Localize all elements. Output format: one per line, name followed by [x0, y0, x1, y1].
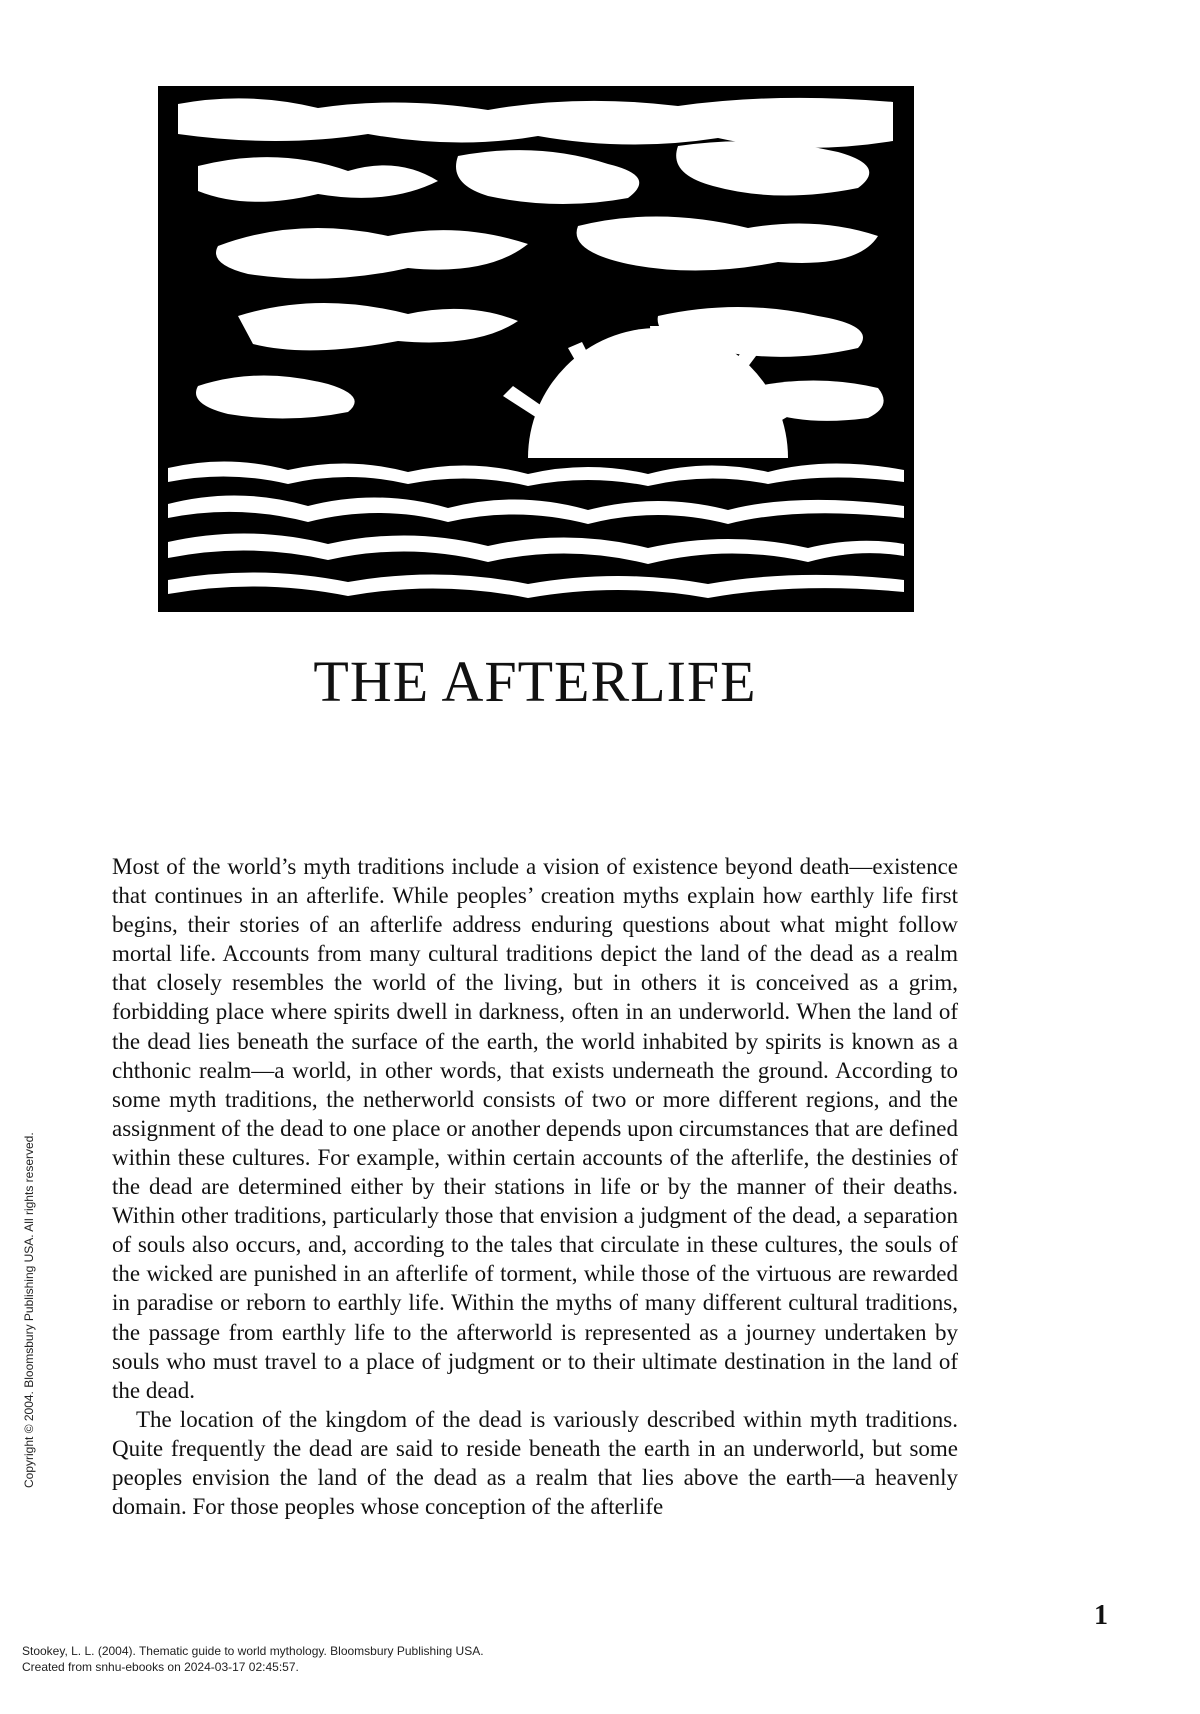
paragraph: The location of the kingdom of the dead is variously described within myth traditions. Quite frequently the dead are said to reside beneath the earth in an underworld, but some peoples envision the land of the dead as a realm that lies above the earth—a heavenly domain. For those peoples whose conception of the afterlife	[112, 1406, 958, 1520]
sun-over-sea-image	[158, 86, 914, 612]
copyright-notice: Copyright © 2004. Bloomsbury Publishing USA. All rights reserved.	[22, 1132, 36, 1488]
woodcut-sun-illustration	[158, 86, 914, 612]
citation-line: Stookey, L. L. (2004). Thematic guide to world mythology. Bloomsbury Publishing USA.	[22, 1644, 484, 1658]
citation-footer	[22, 1643, 484, 1675]
page-number: 1	[1094, 1600, 1108, 1631]
citation-created-line: Created from snhu-ebooks on 2024-03-17 02:45:57.	[22, 1660, 299, 1674]
chapter-title: THE AFTERLIFE	[313, 649, 757, 714]
paragraph: Most of the world’s myth traditions include a vision of existence beyond death—existence that continues in an afterlife. While peoples’ creation myths explain how earthly life first begins, their stories of an afterlife address enduring questions about what might follow mortal life. Accounts from many cultural traditions depict the land of the dead as a realm that closely resembles the world of the living, but in others it is conceived as a grim, forbidding place where spirits dwell in darkness, often in an underworld. When the land of the dead lies beneath the surface of the earth, the world inhabited by spirits is known as a chthonic realm—a world, in other words, that exists underneath the ground. According to some myth traditions, the netherworld consists of two or more different regions, and the assignment of the dead to one place or another depends upon circumstances that are defined within these cultures. For example, within certain accounts of the afterlife, the destinies of the dead are determined either by their stations in life or by the manner of their deaths. Within other traditions, particularly those that envision a judgment of the dead, a separation of souls also occurs, and, according to the tales that circulate in these cultures, the souls of the wicked are punished in an afterlife of torment, while those of the virtuous are rewarded in paradise or reborn to earthly life. Within the myths of many different cultural traditions, the passage from earthly life to the afterworld is represented as a journey undertaken by souls who must travel to a place of judgment or to their ultimate destination in the land of the dead.	[112, 854, 958, 1403]
body-text	[112, 852, 958, 1521]
